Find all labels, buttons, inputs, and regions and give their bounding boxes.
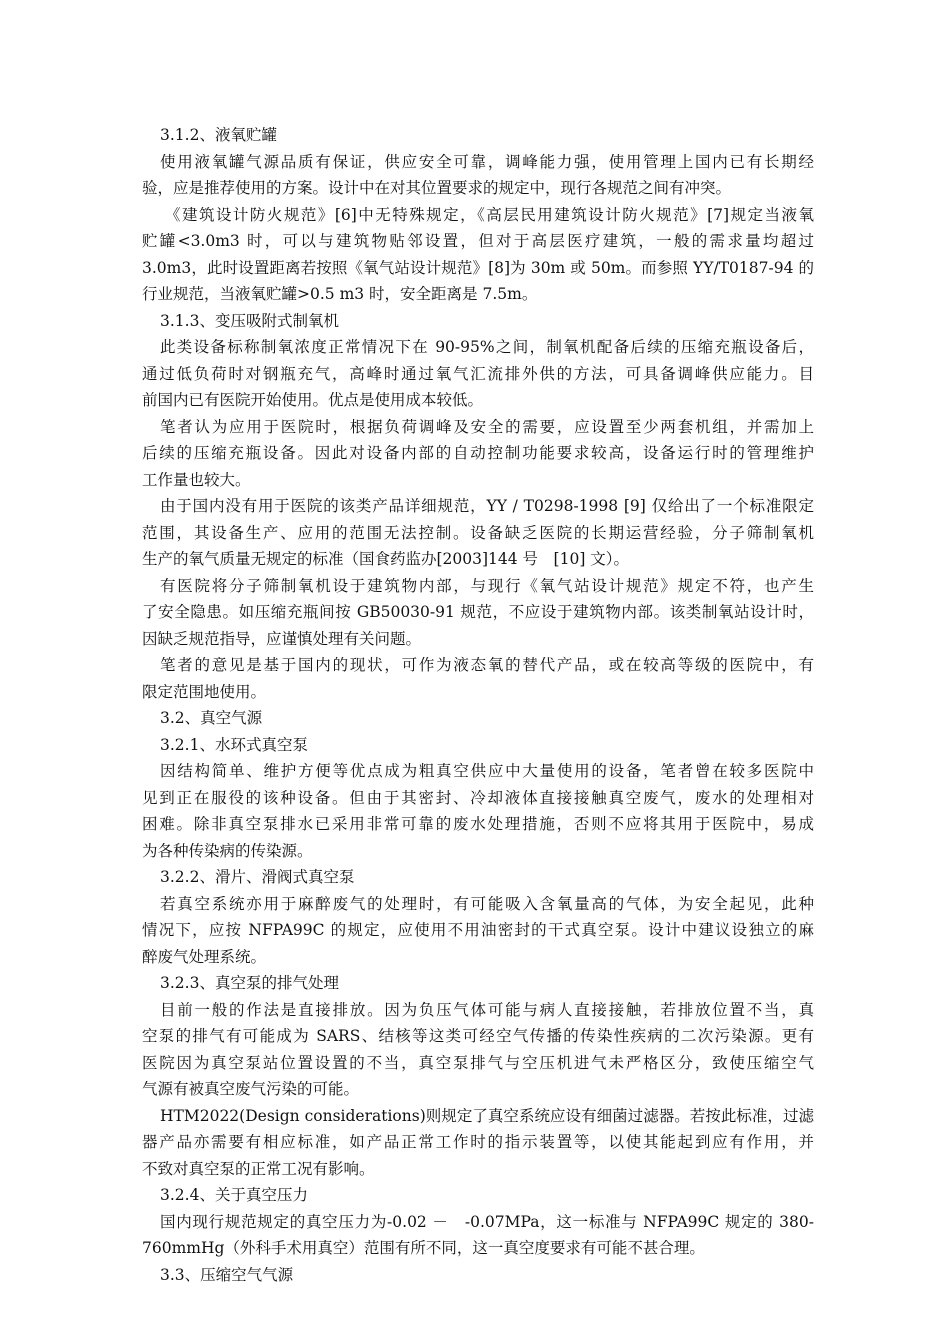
- text-line: 有医院将分子筛制氧机设于建筑物内部，与现行《氧气站设计规范》规定不符，也产生: [160, 576, 814, 595]
- text-line: HTM2022(Design considerations)则规定了真空系统应设有细菌过滤器。若按此标准，过滤: [160, 1106, 814, 1125]
- text-line: 为各种传染病的传染源。: [142, 841, 313, 860]
- text-line: 验，应是推荐使用的方案。设计中在对其位置要求的规定中，现行各规范之间有冲突。: [142, 179, 732, 197]
- text-line: 气源有被真空废气污染的可能。: [142, 1080, 360, 1098]
- text-line: 3.3、压缩空气气源: [160, 1265, 294, 1284]
- text-line: 3.1.3、变压吸附式制氧机: [160, 311, 339, 330]
- text-line: 若真空系统亦用于麻醉废气的处理时，有可能吸入含氧量高的气体，为安全起见，此种: [160, 894, 814, 913]
- text-line: 情况下，应按 NFPA99C 的规定，应使用不用油密封的干式真空泵。设计中建议设独立的麻: [142, 921, 814, 939]
- text-line: 范围，其设备生产、应用的范围无法控制。设备缺乏医院的长期运营经验，分子筛制氧机: [142, 523, 814, 542]
- text-line: 不致对真空泵的正常工况有影响。: [142, 1159, 375, 1178]
- text-line: 困难。除非真空泵排水已采用非常可靠的废水处理措施，否则不应将其用于医院中，易成: [142, 815, 814, 833]
- text-line: 笔者认为应用于医院时，根据负荷调峰及安全的需要，应设置至少两套机组，并需加上: [160, 417, 814, 436]
- text-line: 3.2、真空气源: [160, 709, 263, 727]
- text-line: 3.2.3、真空泵的排气处理: [160, 974, 339, 992]
- text-line: 国内现行规范规定的真空压力为-0.02 － -0.07MPa，这一标准与 NFPA99C 规定的 380-: [160, 1212, 814, 1231]
- text-line: 贮罐<3.0m3 时，可以与建筑物贴邻设置，但对于高层医疗建筑，一般的需求量均超过: [142, 232, 814, 250]
- text-line: 此类设备标称制氧浓度正常情况下在 90-95%之间，制氧机配备后续的压缩充瓶设备后，: [160, 338, 814, 356]
- text-line: 空泵的排气有可能成为 SARS、结核等这类可经空气传播的传染性疾病的二次污染源。更有: [142, 1027, 814, 1045]
- text-line: 医院因为真空泵站位置设置的不当，真空泵排气与空压机进气未严格区分，致使压缩空气: [142, 1053, 814, 1072]
- document-body: [142, 122, 814, 1288]
- text-line: 3.2.4、关于真空压力: [160, 1186, 308, 1204]
- text-line: 目前一般的作法是直接排放。因为负压气体可能与病人直接接触，若排放位置不当，真: [160, 1000, 814, 1019]
- text-line: 笔者的意见是基于国内的现状，可作为液态氧的替代产品，或在较高等级的医院中，有: [160, 656, 814, 674]
- text-line: 生产的氧气质量无规定的标准（国食药监办[2003]144 号 [10] 文）。: [142, 550, 630, 568]
- text-line: 3.2.2、滑片、滑阀式真空泵: [160, 868, 355, 886]
- text-line: 醉废气处理系统。: [142, 947, 267, 966]
- text-line: 3.0m3，此时设置距离若按照《氧气站设计规范》[8]为 30m 或 50m。而参照 YY/T0187-94 的: [142, 258, 814, 277]
- text-line: 由于国内没有用于医院的该类产品详细规范，YY / T0298-1998 [9] 仅给出了一个标准限定: [160, 497, 814, 515]
- text-line: 行业规范，当液氧贮罐>0.5 m3 时，安全距离是 7.5m。: [142, 285, 538, 303]
- text-line: 3.1.2、液氧贮罐: [160, 126, 277, 144]
- text-line: 了安全隐患。如压缩充瓶间按 GB50030-91 规范，不应设于建筑物内部。该类制氧站设计时，: [142, 603, 814, 621]
- text-line: 器产品亦需要有相应标准，如产品正常工作时的指示装置等，以使其能起到应有作用，并: [142, 1133, 814, 1151]
- text-line: 《建筑设计防火规范》[6]中无特殊规定，《高层民用建筑设计防火规范》[7]规定当液氧: [165, 205, 814, 224]
- text-line: 3.2.1、水环式真空泵: [160, 735, 308, 754]
- text-line: 后续的压缩充瓶设备。因此对设备内部的自动控制功能要求较高，设备运行时的管理维护: [142, 444, 814, 462]
- text-line: 因结构简单、维护方便等优点成为粗真空供应中大量使用的设备，笔者曾在较多医院中: [160, 762, 814, 780]
- text-line: 限定范围地使用。: [142, 682, 267, 701]
- text-line: 通过低负荷时对钢瓶充气，高峰时通过氧气汇流排外供的方法，可具备调峰供应能力。目: [142, 364, 814, 383]
- text-line: 见到正在服役的该种设备。但由于其密封、冷却液体直接接触真空废气，废水的处理相对: [142, 788, 814, 807]
- text-line: 760mmHg（外科手术用真空）范围有所不同，这一真空度要求有可能不甚合理。: [142, 1239, 705, 1257]
- text-line: 前国内已有医院开始使用。优点是使用成本较低。: [142, 391, 484, 409]
- text-line: 工作量也较大。: [142, 470, 251, 489]
- text-line: 使用液氧罐气源品质有保证，供应安全可靠，调峰能力强，使用管理上国内已有长期经: [160, 152, 814, 171]
- text-line: 因缺乏规范指导，应谨慎处理有关问题。: [142, 629, 422, 648]
